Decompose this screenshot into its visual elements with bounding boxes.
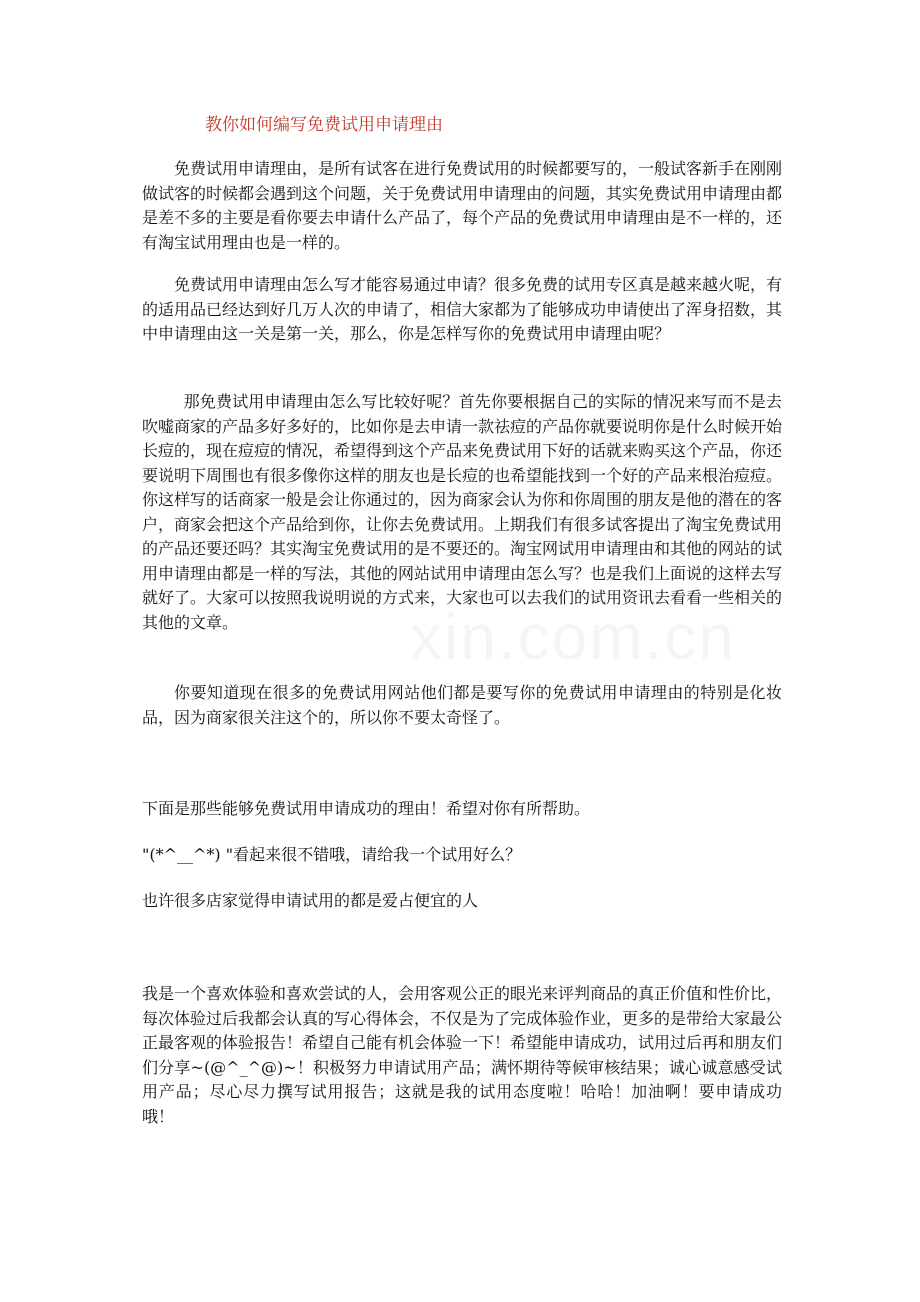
paragraph-intro: 免费试用申请理由，是所有试客在进行免费试用的时候都要写的，一般试客新手在刚刚做试客的时候都会遇到这个问题，关于免费试用申请理由的问题，其实免费试用申请理由都是差不多的主要是看你要去申请什么产品了，每个产品的免费试用申请理由是不一样的，还有淘宝试用理由也是一样的。 [142,159,783,252]
line-sample-reason: "(*^__^*) "看起来很不错哦，请给我一个试用好么？ [142,845,522,864]
document-title: 教你如何编写免费试用申请理由 [205,115,443,135]
paragraph-closing: 我是一个喜欢体验和喜欢尝试的人，会用客观公正的眼光来评判商品的真正价值和性价比，每次体验过后我都会认真的写心得体会，不仅是为了完成体验作业，更多的是带给大家最公正最客观的体验报告！希望自己能有机会体验一下！希望能申请成功，试用过后再和朋友们们分享~(@^_^@)~！积极努力申请试用产品；满怀期待等候审核结果；诚心诚意感受试用产品；尽心尽力撰写试用报告；这就是我的试用态度啦！哈哈！加油啊！要申请成功 哦！ [142,984,783,1126]
paragraph-how-to-pass: 免费试用申请理由怎么写才能容易通过申请？很多免费的试用专区真是越来越火呢，有的适用品已经达到好几万人次的申请了，相信大家都为了能够成功申请使出了浑身招数，其中申请理由这一关是第一关，那么，你是怎样写你的免费试用申请理由呢？ [142,275,783,343]
watermark: xin.com.cn [410,601,736,673]
paragraph-cosmetics: 你要知道现在很多的免费试用网站他们都是要写你的免费试用申请理由的特别是化妆品，因为商家很关注这个的，所以你不要太奇怪了。 [142,683,782,727]
line-shop-view: 也许很多店家觉得申请试用的都是爱占便宜的人 [142,891,479,910]
line-reasons-intro: 下面是那些能够免费试用申请成功的理由！希望对你有所帮助。 [142,799,591,818]
paragraph-how-to-write: 那免费试用申请理由怎么写比较好呢？首先你要根据自己的实际的情况来写而不是去吹嘘商家的产品多好多好的，比如你是去申请一款祛痘的产品你就要说明你是什么时候开始长痘的，现在痘痘的情况，希望得到这个产品来免费试用下好的话就来购买这个产品，你还要说明下周围也有很多像你这样的朋友也是长痘的也希望能找到一个好的产品来根治痘痘。你这样写的话商家一般是会让你通过的，因为商家会认为你和你周围的朋友是他的潜在的客户，商家会把这个产品给到你，让你去免费试用。上期我们有很多试客提出了淘宝免费试用的产品还要还吗？其实淘宝免费试用的是不要还的。淘宝网试用申请理由和其他的网站的试用申请理由都是一样的写法，其他的网站试用申请理由怎么写？也是我们上面说的这样去写就好了。大家可以按照我说明说的方式来，大家也可以去我们的试用资讯去看看一些相关的其他的文章。 [142,392,783,632]
